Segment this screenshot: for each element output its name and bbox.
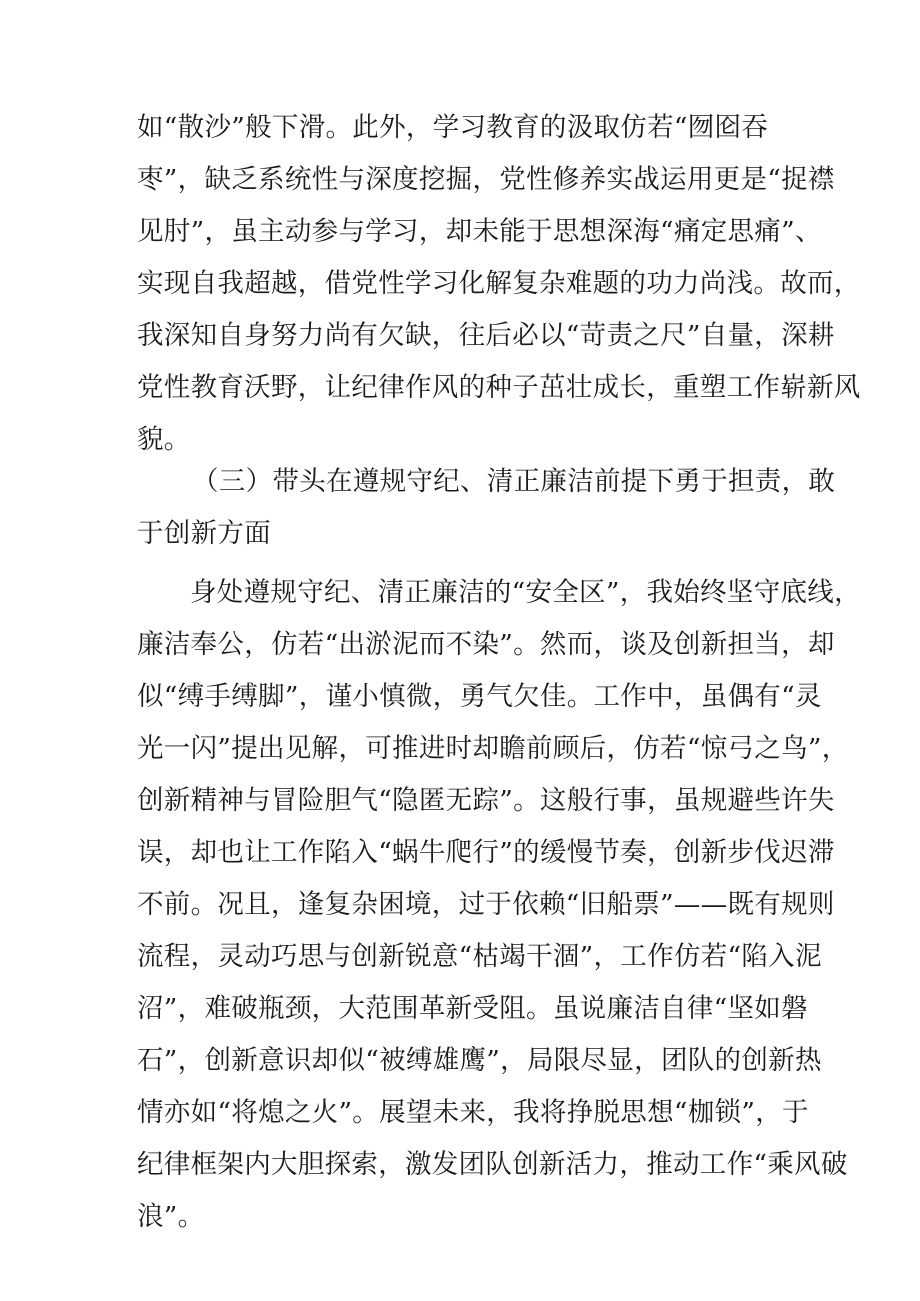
paragraph-line: 浪”。 — [137, 1201, 205, 1232]
paragraph-line: 情亦如“将熄之火”。展望未来，我将挣脱思想“枷锁”，于 — [137, 1097, 809, 1128]
paragraph-line: 不前。况且，逢复杂困境，过于依赖“旧船票”——既有规则 — [137, 889, 835, 920]
paragraph-line: 我深知自身努力尚有欠缺，往后必以“苛责之尺”自量，深耕 — [137, 320, 835, 351]
paragraph-line: 流程，灵动巧思与创新锐意“枯竭干涸”，工作仿若“陷入泥 — [137, 941, 822, 972]
paragraph-line: 沼”，难破瓶颈，大范围革新受阻。虽说廉洁自律“坚如磐 — [137, 993, 808, 1024]
paragraph-line: 纪律框架内大胆探索，激发团队创新活力，推动工作“乘风破 — [137, 1149, 848, 1180]
section-heading-line: （三）带头在遵规守纪、清正廉洁前提下勇于担责，敢 — [192, 466, 836, 497]
paragraph-line: 如“散沙”般下滑。此外，学习教育的汲取仿若“囫囵吞 — [137, 112, 769, 143]
paragraph-line: 石”，创新意识却似“被缚雄鹰”，局限尽显，团队的创新热 — [137, 1045, 822, 1076]
paragraph-line: 误，却也让工作陷入“蜗牛爬行”的缓慢节奏，创新步伐迟滞 — [137, 837, 835, 868]
paragraph-line: 似“缚手缚脚”，谨小慎微，勇气欠佳。工作中，虽偶有“灵 — [137, 681, 822, 712]
paragraph-line: 廉洁奉公，仿若“出淤泥而不染”。然而，谈及创新担当，却 — [137, 629, 835, 660]
paragraph-line: 光一闪”提出见解，可推进时却瞻前顾后，仿若“惊弓之鸟”， — [137, 733, 849, 764]
paragraph-line: 实现自我超越，借党性学习化解复杂难题的功力尚浅。故而， — [137, 268, 861, 299]
paragraph-line: 创新精神与冒险胆气“隐匿无踪”。这般行事，虽规避些许失 — [137, 785, 835, 816]
paragraph-line: 枣”，缺乏系统性与深度挖掘，党性修养实战运用更是“捉襟 — [137, 164, 835, 195]
paragraph-line: 党性教育沃野，让纪律作风的种子茁壮成长，重塑工作崭新风 — [137, 372, 861, 403]
section-heading-line: 于创新方面 — [137, 518, 271, 549]
paragraph-line: 貌。 — [137, 424, 191, 455]
paragraph-line: 身处遵规守纪、清正廉洁的“安全区”，我始终坚守底线， — [190, 577, 861, 608]
paragraph-line: 见肘”，虽主动参与学习，却未能于思想深海“痛定思痛”、 — [137, 216, 822, 247]
